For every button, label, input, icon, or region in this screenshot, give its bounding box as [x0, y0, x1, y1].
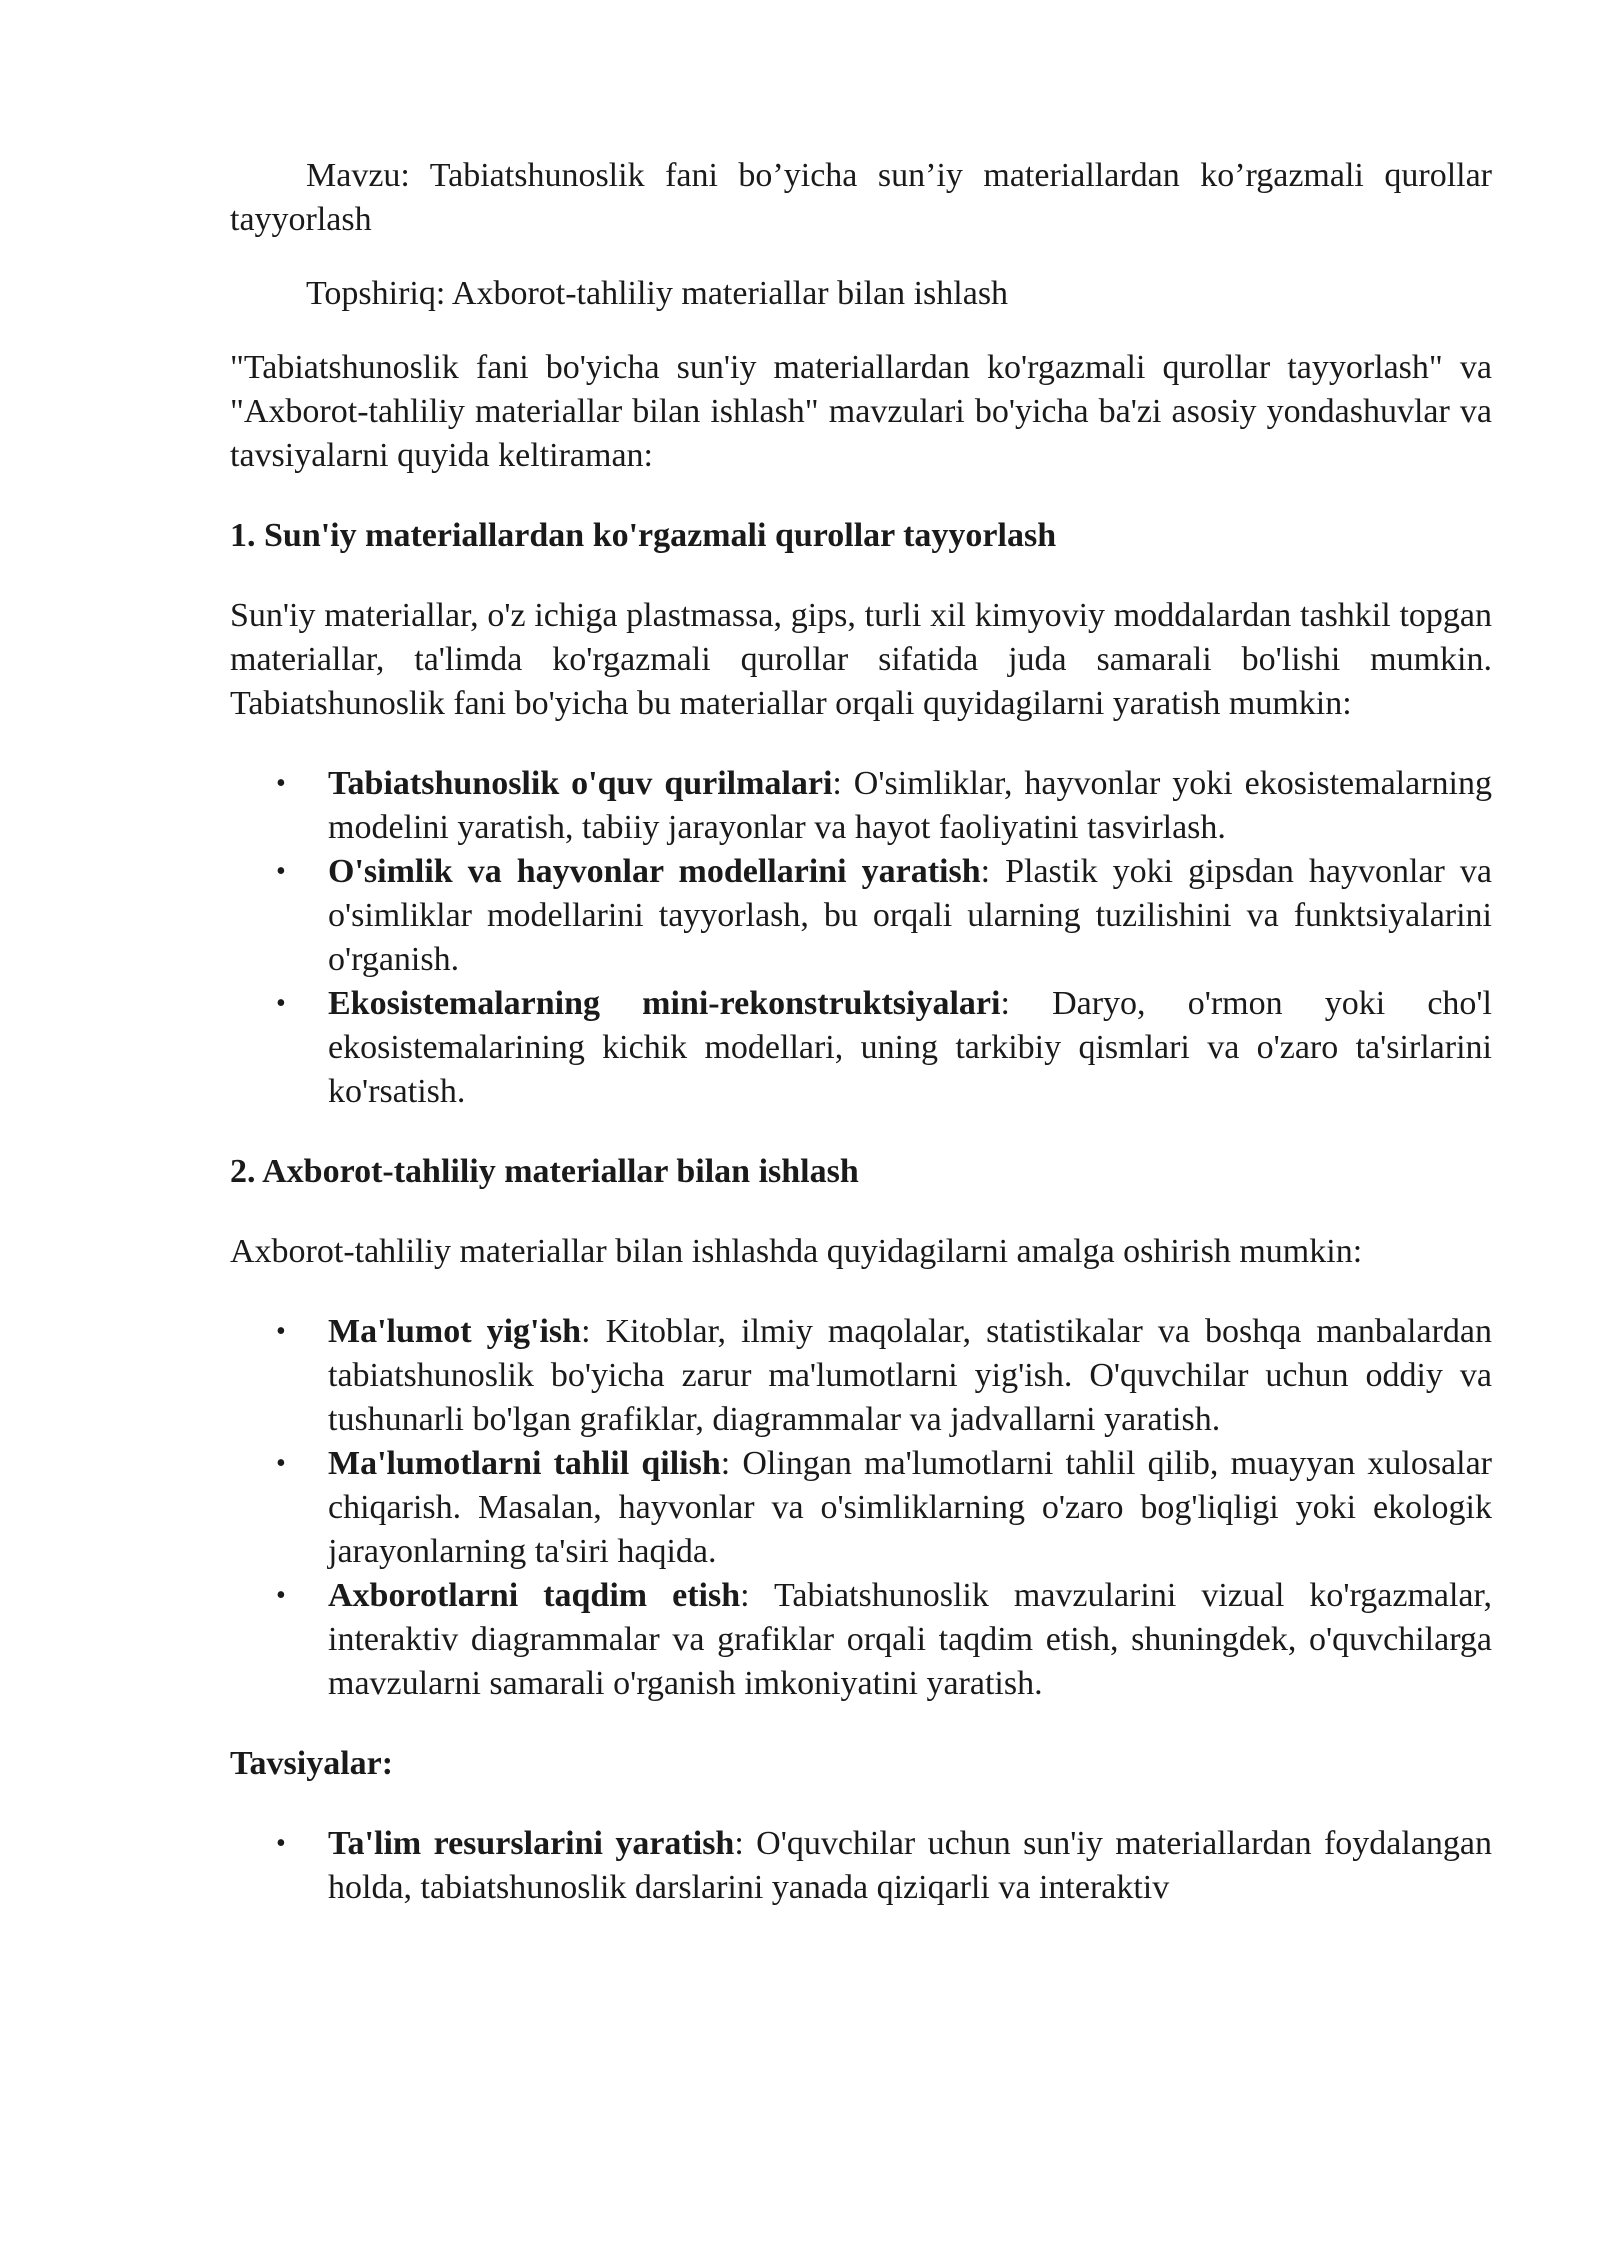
section-2-paragraph: Axborot-tahliliy materiallar bilan ishlashda quyidagilarni amalga oshirish mumkin:: [230, 1233, 1363, 1270]
bullet-icon: •: [276, 856, 286, 887]
list-item-desc: : Daryo, o'rmon yoki cho'l ekosistemalarining kichik modellari, uning tarkibiy qismlari va o'zaro ta'sirlarini ko'rsatish.: [328, 985, 1492, 1110]
bullet-icon: •: [276, 1828, 286, 1859]
list-item: [230, 1310, 1492, 1442]
section-1-paragraph: Sun'iy materiallar, o'z ichiga plastmassa, gips, turli xil kimyoviy moddalardan tashkil topgan materiallar, ta'limda ko'rgazmali qurollar sifatida juda samarali bo'lishi mumkin. Tabiatshunoslik fani bo'yicha bu materiallar orqali quyidagilarni yaratish mumkin:: [230, 597, 1492, 722]
list-item-term: Tabiatshunoslik o'quv qurilmalari: [328, 765, 833, 802]
recommendations-heading: Tavsiyalar:: [230, 1745, 394, 1782]
intro-paragraph: "Tabiatshunoslik fani bo'yicha sun'iy materiallardan ko'rgazmali qurollar tayyorlash" va "Axborot-tahliliy materiallar bilan ishlash" mavzulari bo'yicha ba'zi asosiy yondashuvlar va tavsiyalarni quyida keltiraman:: [230, 349, 1492, 474]
recommendations-list: [230, 1822, 1492, 1910]
task-line: Topshiriq: Axborot-tahliliy materiallar bilan ishlash: [306, 275, 1009, 312]
bullet-icon: •: [276, 1316, 286, 1347]
bullet-icon: •: [276, 1448, 286, 1479]
list-item: [230, 1822, 1492, 1910]
list-item-term: Ma'lumot yig'ish: [328, 1313, 582, 1350]
section-2-heading: 2. Axborot-tahliliy materiallar bilan ishlash: [230, 1153, 859, 1190]
list-item-desc: : Olingan ma'lumotlarni tahlil qilib, muayyan xulosalar chiqarish. Masalan, hayvonlar va o'simliklarning o'zaro bog'liqligi yoki ekologik jarayonlarning ta'siri haqida.: [328, 1445, 1493, 1570]
bullet-icon: •: [276, 768, 286, 799]
list-item: [230, 1574, 1492, 1706]
list-item-desc: : Kitoblar, ilmiy maqolalar, statistikalar va boshqa manbalardan tabiatshunoslik bo'yicha zarur ma'lumotlarni yig'ish. O'quvchilar uchun oddiy va tushunarli bo'lgan grafiklar, diagrammalar va jadvallarni yaratish.: [328, 1313, 1492, 1438]
list-item-term: Ma'lumotlarni tahlil qilish: [328, 1445, 721, 1482]
bullet-icon: •: [276, 1580, 286, 1611]
bullet-icon: •: [276, 988, 286, 1019]
document-page: [230, 140, 1492, 1910]
list-item: [230, 982, 1492, 1114]
list-item-term: Ta'lim resurslarini yaratish: [328, 1825, 735, 1862]
list-item-term: Axborotlarni taqdim etish: [328, 1577, 741, 1614]
section-1-heading: 1. Sun'iy materiallardan ko'rgazmali qurollar tayyorlash: [230, 517, 1057, 554]
list-item: [230, 850, 1492, 982]
topic-line: Mavzu: Tabiatshunoslik fani bo’yicha sun’iy materiallardan ko’rgazmali qurollar tayyorlash: [230, 157, 1492, 238]
list-item: [230, 762, 1492, 850]
list-item-desc: : Tabiatshunoslik mavzularini vizual ko'rgazmalar, interaktiv diagrammalar va grafiklar orqali taqdim etish, shuningdek, o'quvchilarga mavzularni samarali o'rganish imkoniyatini yaratish.: [328, 1577, 1492, 1702]
list-item-term: Ekosistemalarning mini-rekonstruktsiyalari: [328, 985, 1001, 1022]
section-2-list: [230, 1310, 1492, 1706]
list-item-desc: : O'simliklar, hayvonlar yoki ekosistemalarning modelini yaratish, tabiiy jarayonlar va hayot faoliyatini tasvirlash.: [328, 765, 1492, 846]
list-item-term: O'simlik va hayvonlar modellarini yaratish: [328, 853, 981, 890]
list-item-desc: : Plastik yoki gipsdan hayvonlar va o'simliklar modellarini tayyorlash, bu orqali ularning tuzilishini va funktsiyalarini o'rganish.: [328, 853, 1492, 978]
list-item: [230, 1442, 1492, 1574]
section-1-list: [230, 762, 1492, 1114]
list-item-desc: : O'quvchilar uchun sun'iy materiallardan foydalangan holda, tabiatshunoslik darslarini yanada qiziqarli va interaktiv: [328, 1825, 1492, 1906]
